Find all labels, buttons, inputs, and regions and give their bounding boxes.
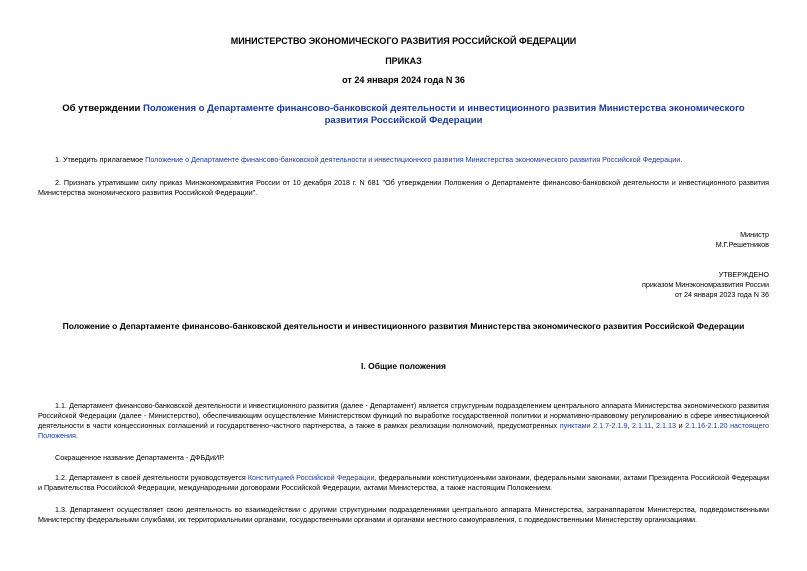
p11-sep-1: , [627, 421, 633, 430]
regulation-title: Положение о Департаменте финансово-банковской деятельности и инвестиционного развития Министерства экономического развития Российской Федерации [62, 321, 745, 331]
doc-type: ПРИКАЗ [385, 56, 422, 66]
p11-sep-2: , [651, 421, 657, 430]
p12-link[interactable]: Конституцией Российской Федерации [247, 473, 375, 482]
short-name-paragraph: Сокращенное название Департамента - ДФБДиИР. [55, 453, 225, 462]
signature-position: Министр [740, 230, 769, 239]
doc-title [50, 103, 757, 127]
signature-name: М.Г.Решетников [715, 240, 769, 249]
approval-block [642, 270, 769, 300]
section-heading: I. Общие положения [361, 361, 446, 371]
p11-link-3[interactable]: 2.1.13 [656, 421, 677, 430]
p12-text: 1.2. Департамент в своей деятельности руководствуется [55, 473, 248, 482]
p11-link-2[interactable]: 2.1.11 [632, 421, 652, 430]
approval-label: УТВЕРЖДЕНО [718, 270, 769, 279]
ministry-header: МИНИСТЕРСТВО ЭКОНОМИЧЕСКОГО РАЗВИТИЯ РОССИЙСКОЙ ФЕДЕРАЦИИ [230, 36, 577, 46]
approval-line-2: от 24 января 2023 года N 36 [674, 290, 769, 299]
doc-title-link[interactable]: Положения о Департаменте финансово-банковской деятельности и инвестиционного развития Министерства экономического развития Российской Федерации [142, 103, 745, 126]
order-p1-end: . [680, 155, 683, 164]
regulation-paragraph-1-3: 1.3. Департамент осуществляет свою деятельность во взаимодействии с другими структурными подразделениями центрального аппарата Министерства, загранаппаратом Министерства, подведомственными Министерству федеральными службами, их территориальными органами, государственными органами и органами местного самоуправления, с подведомственными Министерству организациями. [38, 505, 769, 524]
p12-end: , федеральными конституционными законами, федеральными законами, актами Президента Российской Федерации и Правительства Российской Федерации, международными договорами Российской Федерации, актами Министерства, а также настоящим Положением. [38, 473, 769, 492]
regulation-paragraph-1-2 [38, 473, 769, 493]
doc-date-number: от 24 января 2024 года N 36 [342, 75, 465, 85]
approval-line-1: приказом Минэкономразвития России [642, 280, 769, 289]
p11-link-1[interactable]: пунктами 2.1.7-2.1.9 [559, 421, 628, 430]
order-paragraph-2: 2. Признать утратившим силу приказ Минэкономразвития России от 10 декабря 2018 г. N 681 "Об утверждении Положения о Департаменте финансово-банковской деятельности и инвестиционного развития Министерства экономического развития Российской Федерации". [38, 178, 769, 197]
signature-block [716, 230, 769, 250]
order-p1-text: 1. Утвердить прилагаемое [55, 155, 146, 164]
doc-title-prefix: Об утверждении [62, 103, 143, 114]
p11-text: 1.1. Департамент финансово-банковской деятельности и инвестиционного развития (далее - Департамент) является структурным подразделением центрального аппарата Министерства экономического развития Российской Федерации (далее - Министерство), обеспечивающим осуществление Министерством функций по выработке государственной политики и нормативно-правовому регулированию в сфере инвестиционной деятельности в части концессионных соглашений и государственно-частного партнерства, а также в рамках реализации полномочий, предусмотренных [38, 401, 769, 430]
order-p1-link[interactable]: Положение о Департаменте финансово-банковской деятельности и инвестиционного развития Министерства экономического развития Российской Федерации [145, 155, 681, 164]
p11-sep-3: и [676, 421, 686, 430]
p11-end: . [75, 431, 78, 440]
p11-link-4[interactable]: 2.1.16-2.1.20 настоящего Положения [38, 421, 770, 440]
order-paragraph-1 [38, 155, 769, 165]
regulation-paragraph-1-1 [38, 401, 769, 441]
